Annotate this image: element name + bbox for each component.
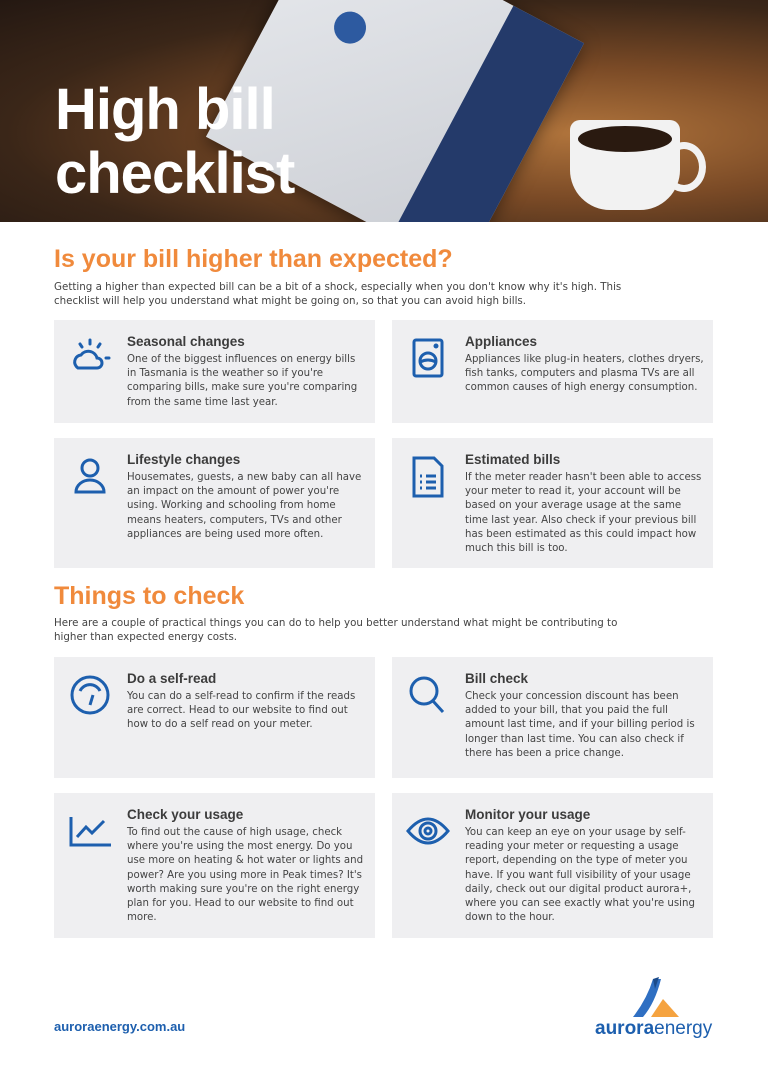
logo-word-energy: energy bbox=[654, 1018, 713, 1039]
card-title: Estimated bills bbox=[465, 452, 561, 467]
card-self-read bbox=[54, 657, 375, 778]
card-lifestyle bbox=[54, 438, 375, 568]
card-seasonal bbox=[54, 320, 375, 423]
line-chart-icon bbox=[68, 809, 112, 853]
card-bill-check bbox=[392, 657, 713, 778]
hero-image bbox=[0, 0, 768, 222]
gauge-icon bbox=[68, 673, 112, 717]
card-title: Check your usage bbox=[127, 807, 244, 822]
card-monitor-usage bbox=[392, 793, 713, 938]
card-body: If the meter reader hasn't been able to access your meter to read it, your account will be based on your average usage at the same time last year. Also check if your previous bill has been estimated as this could impact how much this bill is too. bbox=[465, 472, 702, 555]
card-body: To find out the cause of high usage, check where you're using the most energy. Do you use more on heating & hot water or lights and power? Are you using more in Peak times? It's worth making sure you're on the right energy plan for you. Head to our website to find out more. bbox=[127, 827, 364, 924]
card-appliances bbox=[392, 320, 713, 423]
website-link[interactable]: auroraenergy.com.au bbox=[54, 1019, 186, 1034]
card-body: Appliances like plug-in heaters, clothes dryers, fish tanks, computers and plasma TVs are all common causes of high energy consumption. bbox=[465, 354, 704, 394]
title-line-1: High bill bbox=[55, 77, 275, 142]
card-title: Do a self-read bbox=[127, 671, 217, 686]
sun-cloud-icon bbox=[68, 336, 112, 380]
person-icon bbox=[68, 454, 112, 498]
card-title: Monitor your usage bbox=[465, 807, 591, 822]
section-heading-expected: Is your bill higher than expected? bbox=[54, 245, 453, 273]
section-intro: Here are a couple of practical things you can do to help you better understand what might be contributing to higher than expected energy costs. bbox=[54, 617, 618, 643]
logo-word-aurora: aurora bbox=[595, 1018, 655, 1039]
card-check-usage bbox=[54, 793, 375, 938]
title-line-2: checklist bbox=[55, 141, 295, 206]
section-intro: Getting a higher than expected bill can be a bit of a shock, especially when you don't know why it's high. This checklist will help you understand what might be going on, so that you can avoid high bills. bbox=[54, 281, 622, 307]
card-title: Lifestyle changes bbox=[127, 452, 241, 467]
card-body: Check your concession discount has been added to your bill, that you paid the full amount last time, and if your billing period is longer than last time. You can also check if there has been a price change. bbox=[465, 691, 695, 759]
eye-icon bbox=[406, 809, 450, 853]
document-list-icon bbox=[406, 454, 450, 498]
page-title bbox=[55, 78, 294, 206]
card-title: Seasonal changes bbox=[127, 334, 245, 349]
card-title: Bill check bbox=[465, 671, 529, 686]
search-icon bbox=[406, 673, 450, 717]
card-body: You can keep an eye on your usage by self-reading your meter or requesting a usage report, depending on the type of meter you have. If you want full visibility of your usage daily, check out our digital product aurora+, where you can see exactly what you're using down to the hour. bbox=[465, 827, 695, 924]
card-title: Appliances bbox=[465, 334, 538, 349]
card-body: You can do a self-read to confirm if the reads are correct. Head to our website to find out how to do a self read on your meter. bbox=[127, 691, 356, 731]
washing-machine-icon bbox=[406, 336, 450, 380]
section-heading-things: Things to check bbox=[54, 582, 245, 610]
aurora-energy-logo bbox=[595, 975, 715, 1040]
card-body: Housemates, guests, a new baby can all have an impact on the amount of power you're using. Working and schooling from home means heaters, computers, TVs and other appliances are being used more often. bbox=[127, 472, 362, 540]
card-body: One of the biggest influences on energy bills in Tasmania is the weather so if you're comparing bills, make sure you're comparing from the same time last year. bbox=[127, 354, 358, 408]
card-estimated bbox=[392, 438, 713, 568]
coffee-cup-photo bbox=[570, 120, 680, 210]
